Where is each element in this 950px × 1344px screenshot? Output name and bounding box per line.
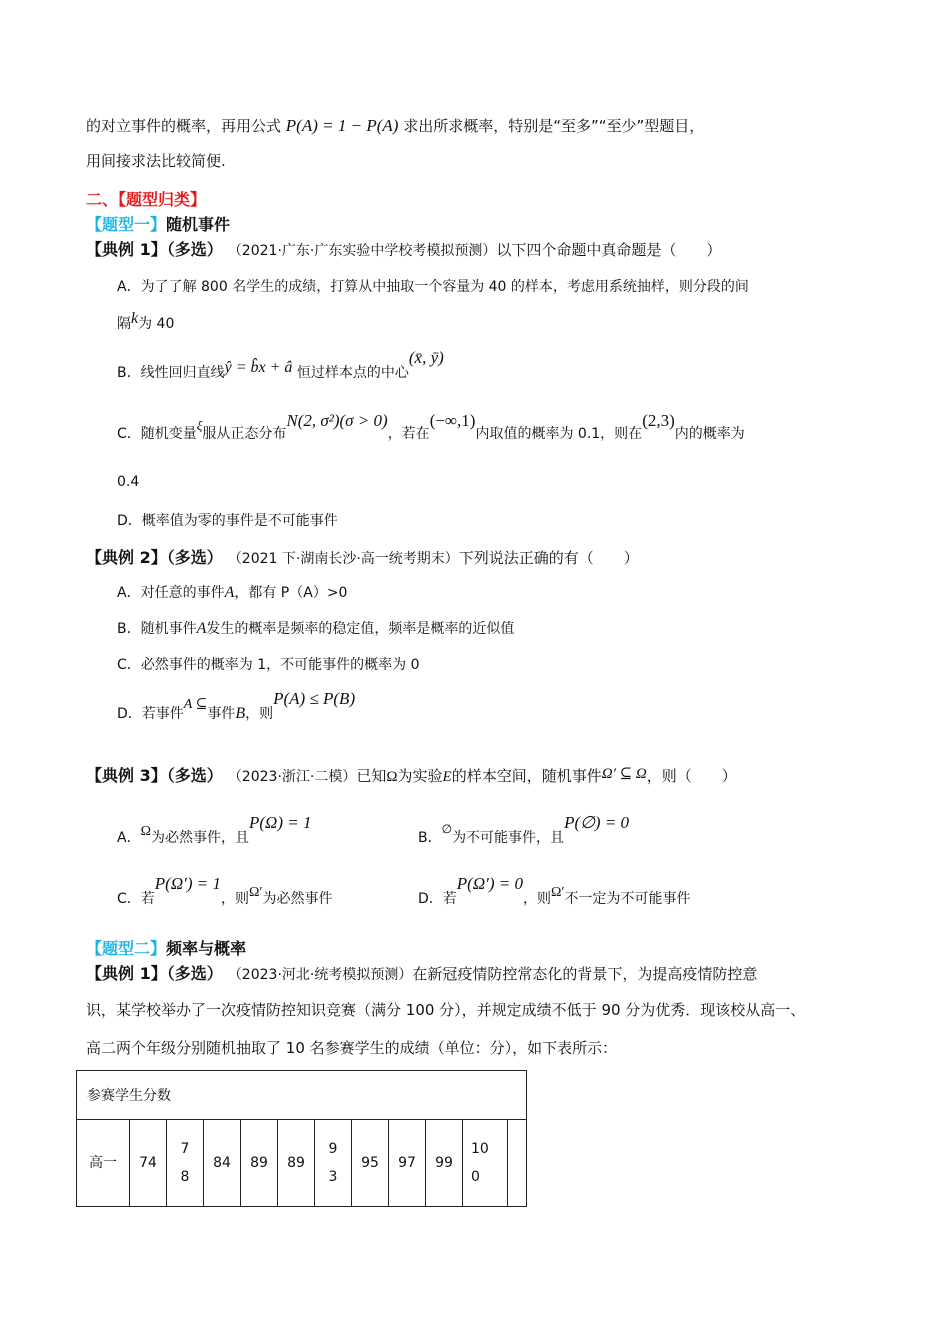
table-cell: 7 8 (167, 1120, 204, 1207)
regression-formula: ŷ = b̂x + â (224, 359, 293, 376)
probability-inequality: P(A) ≤ P(B) (273, 689, 356, 708)
ex2-option-b: B．随机事件A发生的概率是频率的稳定值，频率是概率的近似值 (117, 620, 515, 637)
type2-ex1-line-3: 高二两个年级分别随机抽取了 10 名参赛学生的成绩（单位：分），如下表所示： (86, 1039, 618, 1057)
table-row (77, 1120, 527, 1207)
score-table (76, 1070, 527, 1207)
table-cell: 74 (130, 1120, 167, 1207)
ex2-option-c: C．必然事件的概率为 1，不可能事件的概率为 0 (117, 657, 420, 673)
type2-heading: 【题型二】频率与概率 (86, 939, 247, 958)
table-cell: 9 3 (315, 1120, 352, 1207)
ex2-stem: 【典例 2】（多选） （2021 下·湖南长沙·高一统考期末）下列说法正确的有（ ） (86, 548, 639, 567)
row-label: 高一 (77, 1120, 130, 1207)
ex1-option-a-cont: 隔k为 40 (117, 310, 175, 332)
section-title: 二、【题型归类】 (86, 190, 207, 209)
ex2-option-d: D．若事件A ⊆事件B，则P(A) ≤ P(B) (117, 689, 356, 722)
type1-heading: 【题型一】随机事件 (86, 215, 231, 234)
center-point: (x̄, ȳ) (408, 348, 444, 367)
ex1-option-a: A．为了了解 800 名学生的成绩，打算从中抽取一个容量为 40 的样本，考虑用系统抽样，则分段的间 (117, 279, 749, 295)
ex2-option-a: A．对任意的事件A，都有 P（A）>0 (117, 584, 348, 601)
table-cell: 89 (278, 1120, 315, 1207)
normal-distribution: N(2, σ²)(σ > 0) (286, 411, 388, 430)
table-cell: 84 (204, 1120, 241, 1207)
ex3-option-c: C．若P(Ω′) = 1，则Ω′为必然事件 (117, 874, 333, 907)
ex3-stem: 【典例 3】（多选） （2023·浙江·二模）已知Ω为实验E的样本空间，随机事件Ω′ ⊆ Ω，则（ ） (86, 766, 737, 785)
table-cell (508, 1120, 527, 1207)
type2-ex1-line-2: 识，某学校举办了一次疫情防控知识竞赛（满分 100 分），并规定成绩不低于 90 分为优秀．现该校从高一、 (86, 1001, 806, 1019)
ex1-option-c: C．随机变量ξ服从正态分布N(2, σ²)(σ > 0)，若在(−∞,1)内取值的概率为 0.1，则在(2,3)内的概率为 (117, 411, 745, 442)
table-cell: 97 (389, 1120, 426, 1207)
ex3-option-a: A．Ω为必然事件，且P(Ω) = 1 (117, 813, 312, 846)
ex3-option-b: B．∅为不可能事件，且P(∅) = 0 (418, 813, 630, 846)
table-cell: 95 (352, 1120, 389, 1207)
ex1-option-b: B．线性回归直线ŷ = b̂x + â 恒过样本点的中心(x̄, ȳ) (117, 348, 444, 381)
table-header: 参赛学生分数 (77, 1071, 527, 1120)
complement-formula: P(A) = 1 − P(A) (285, 116, 399, 135)
ex1-stem: 【典例 1】（多选） （2021·广东·广东实验中学校考模拟预测）以下四个命题中真命题是（ ） (86, 240, 722, 259)
table-cell: 89 (241, 1120, 278, 1207)
ex1-option-d: D．概率值为零的事件是不可能事件 (117, 513, 338, 529)
table-cell: 99 (426, 1120, 463, 1207)
type2-ex1-stem: 【典例 1】（多选） （2023·河北·统考模拟预测）在新冠疫情防控常态化的背景下，为提高疫情防控意 (86, 964, 758, 983)
ex1-option-c-cont: 0.4 (117, 474, 140, 490)
table-cell: 10 0 (463, 1120, 508, 1207)
intro-line-1: 的对立事件的概率，再用公式 P(A) = 1 − P(A) 求出所求概率，特别是“至多”“至少”型题目， (86, 116, 705, 135)
intro-line-2: 用间接求法比较简便. (86, 152, 226, 170)
ex3-option-d: D．若P(Ω′) = 0，则Ω′不一定为不可能事件 (418, 874, 691, 907)
